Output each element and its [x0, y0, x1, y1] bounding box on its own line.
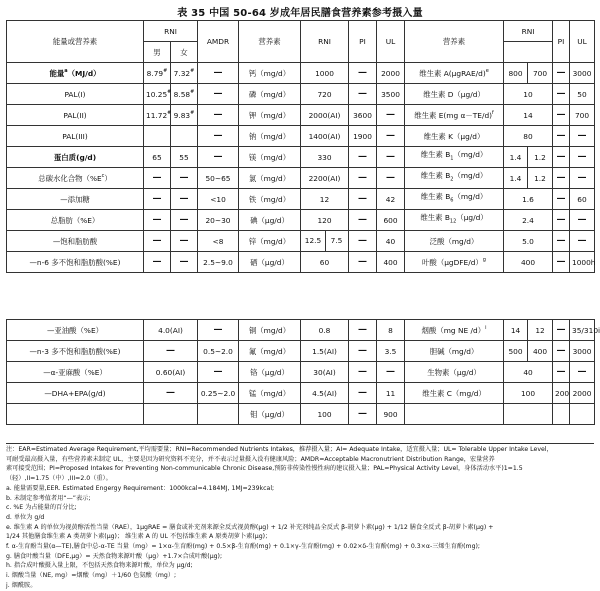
ai-value: — [144, 383, 198, 404]
vitamin-pi-value: — [553, 147, 570, 168]
rni-male-value: — [144, 252, 171, 273]
vitamin-ul-value [570, 404, 595, 425]
amdr-value: <8 [198, 231, 239, 252]
footnote-line: 可耐受最高摄入量，有些营养素未制定 UL，主要是因为研究资料不充分，并不表示过量摄入没有健康风险；AMDR=Acceptable Macronutrient Distribution Range，宏量营养 [6, 455, 495, 463]
mineral-label: 镁（mg/d） [239, 147, 301, 168]
fatty-acid-label: —n-3 多不饱和脂肪酸(%E) [7, 341, 144, 362]
vitamin-rni-male: 800 [504, 63, 528, 84]
vitamin-ul-value: 2000 [570, 383, 595, 404]
vitamin-pi-value: — [553, 63, 570, 84]
header-rni: RNI [504, 21, 553, 42]
header-rni: RNI [301, 21, 349, 63]
vitamin-pi-value: — [553, 362, 570, 383]
vitamin-rni-value: 5.0 [504, 231, 553, 252]
vitamin-rni-male: 1.4 [504, 147, 528, 168]
footnote-line: d. 单位为 g/d [6, 513, 45, 521]
rni-male-value: — [144, 210, 171, 231]
nutrient-energy-label: 总脂肪（%E） [7, 210, 144, 231]
amdr-value: 0.25~2.0 [198, 383, 239, 404]
mineral-pi-value: — [349, 231, 377, 252]
nutrient-energy-label: 总碳水化合物$(\%E^c)$ [7, 168, 144, 189]
mineral-label: 锌（mg/d） [239, 231, 301, 252]
amdr-value: — [198, 320, 239, 341]
vitamin-rni-value: 40 [504, 362, 553, 383]
footnote-line: j. 烟酰胺。 [6, 581, 37, 589]
amdr-value: 50~65 [198, 168, 239, 189]
mineral-rni-value: 1000 [301, 63, 349, 84]
vitamin-rni-value: 80 [504, 126, 553, 147]
mineral-rni-value: 720 [301, 84, 349, 105]
vitamin-label: 维生素 $B_1(mg/d)$ [405, 147, 504, 168]
mineral-rni-value: 30(AI) [301, 362, 349, 383]
vitamin-pi-value: — [553, 231, 570, 252]
vitamin-rni-value: 400 [504, 252, 553, 273]
vitamin-rni-value: 10 [504, 84, 553, 105]
mineral-rni-value: 120 [301, 210, 349, 231]
mineral-pi-value: — [349, 362, 377, 383]
table-row [7, 168, 595, 189]
mineral-rni-value: 4.5(AI) [301, 383, 349, 404]
table-row [7, 84, 595, 105]
footnote-line: b. 未制定参考值者用“—”表示; [6, 494, 91, 502]
mineral-pi-value: — [349, 383, 377, 404]
amdr-value: 20~30 [198, 210, 239, 231]
vitamin-label: 维生素 C（mg/d） [405, 383, 504, 404]
vitamin-rni-female: 12 [528, 320, 553, 341]
nutrient-energy-label: PAL(III) [7, 126, 144, 147]
nutrient-energy-label: 能量$^a$（MJ/d） [7, 63, 144, 84]
table-row [7, 362, 595, 383]
rni-male-value: — [144, 168, 171, 189]
mineral-label: 铁（mg/d） [239, 189, 301, 210]
mineral-label: 钼（μg/d） [239, 404, 301, 425]
rni-male-value [144, 126, 171, 147]
mineral-pi-value: — [349, 84, 377, 105]
rni-male-value: — [144, 189, 171, 210]
vitamin-ul-value: 3000 [570, 63, 595, 84]
mineral-rni-male: 12.5 [302, 231, 326, 251]
mineral-ul-value: — [377, 105, 405, 126]
ai-value: 0.60(AI) [144, 362, 198, 383]
vitamin-ul-value: 60 [570, 189, 595, 210]
rni-female-value: — [171, 210, 198, 231]
header-nutrient-energy: 能量或营养素 [7, 21, 144, 63]
vitamin-label: 维生素 $B_{12}(\mu g/d)$ [405, 210, 504, 231]
table-row [7, 231, 595, 252]
mineral-label: 铬（μg/d） [239, 362, 301, 383]
vitamin-label: 泛酸（mg/d） [405, 231, 504, 252]
rni-female-value [171, 126, 198, 147]
rni-female-value: — [171, 231, 198, 252]
footnote-line: c. %E 为占能量的百分比; [6, 504, 77, 512]
nutrient-energy-label: —n-6 多不饱和脂肪酸(%E) [7, 252, 144, 273]
nutrient-energy-label: PAL(II) [7, 105, 144, 126]
vitamin-pi-value: — [553, 320, 570, 341]
fatty-acid-label: —亚油酸（%E） [7, 320, 144, 341]
mineral-label: 钾（mg/d） [239, 105, 301, 126]
footnote-line: e. 维生素 A 的单位为视黄醇活性当量（RAE），1μgRAE = 膳食或补充剂来源全反式视黄醇(μg) + 1/2 补充剂纯品全反式 β-胡萝卜素(μg) + 1/12 膳食全反式 β-胡萝卜素(μg) + [6, 523, 494, 531]
header-ul: UL [570, 21, 595, 63]
header-pi: PI [349, 21, 377, 63]
footnote-line: h. 指合成叶酸摄入量上限，不包括天然食物来源叶酸，单位为 μg/d; [6, 562, 193, 570]
vitamin-ul-value: — [570, 147, 595, 168]
rni-female-value: — [171, 168, 198, 189]
table-row [7, 210, 595, 231]
amdr-value: — [198, 362, 239, 383]
amdr-value: <10 [198, 189, 239, 210]
mineral-label: 钙（mg/d） [239, 63, 301, 84]
ai-value: 4.0(AI) [144, 320, 198, 341]
mineral-ul-value: 11 [377, 383, 405, 404]
vitamin-rni-male: 14 [504, 320, 528, 341]
vitamin-label: 维生素 $B_6(mg/d)$ [405, 189, 504, 210]
vitamin-ul-value: 700 [570, 105, 595, 126]
mineral-ul-value: 3500 [377, 84, 405, 105]
rni-female-value: — [171, 189, 198, 210]
vitamin-pi-value: — [553, 168, 570, 189]
vitamin-rni-female: 1.2 [528, 147, 553, 168]
mineral-ul-value: 900 [377, 404, 405, 425]
vitamin-ul-value: — [570, 168, 595, 189]
vitamin-ul-value: 3000 [570, 341, 595, 362]
table-row [7, 189, 595, 210]
header-female: 女 [171, 42, 198, 63]
vitamin-label: 叶酸（μgDFE/d）$^g$ [405, 252, 504, 273]
table-title: 表 35 中国 50-64 岁成年居民膳食营养素参考摄入量 [177, 8, 423, 19]
vitamin-rni-male: 1.4 [504, 168, 528, 189]
vitamin-ul-value: — [570, 231, 595, 252]
vitamin-rni-value: 14 [504, 105, 553, 126]
mineral-label: 氟（mg/d） [239, 341, 301, 362]
vitamin-pi-value: — [553, 189, 570, 210]
fatty-acid-label [7, 404, 144, 425]
vitamin-label: 生物素（μg/d） [405, 362, 504, 383]
mineral-ul-value: — [377, 147, 405, 168]
mineral-pi-value: — [349, 320, 377, 341]
mineral-ul-value: 400 [377, 252, 405, 273]
nutrient-energy-label: —饱和脂肪酸 [7, 231, 144, 252]
vitamin-ul-value: — [570, 210, 595, 231]
mineral-ul-value: — [377, 126, 405, 147]
footnote-line: 素可接受范围；PI=Proposed Intakes for Preventing Non-communicable Chronic Disease,预防非传染性慢性病的建议摄入量；PAL=Physical Activity Level，身体活动水平)1=1.5 [6, 465, 523, 473]
mineral-label: 氯（mg/d） [239, 168, 301, 189]
mineral-pi-value: — [349, 252, 377, 273]
header-row [7, 21, 595, 42]
table-row [7, 252, 595, 273]
fatty-acid-label: —α-亚麻酸（%E） [7, 362, 144, 383]
footnote-line: f. α-生育酚当量(α—TE),膳食中总-α-TE 当量（mg）= 1×α-生育酚(mg) + 0.5×β-生育酚(mg) + 0.1×γ-生育酚(mg) + 0.02×δ-生育酚(mg) + 0.3×α-三烯生育酚(mg); [6, 543, 480, 551]
header-ul: UL [377, 21, 405, 63]
mineral-rni-value: 330 [301, 147, 349, 168]
footnote-line: i. 烟酸当量（NE, mg）=烟酸（mg）＋1/60 色氨酸（mg）; [6, 572, 177, 580]
header-nutrient: 营养素 [239, 21, 301, 63]
amdr-value: — [198, 147, 239, 168]
nutrient-energy-label: 蛋白质(g/d) [7, 147, 144, 168]
header-amdr: AMDR [198, 21, 239, 63]
mineral-pi-value: 1900 [349, 126, 377, 147]
vitamin-label: 维生素 E(mg α－TE/d)$^f$ [405, 105, 504, 126]
rni-male-value: 11.72# [144, 105, 171, 126]
mineral-ul-value: 8 [377, 320, 405, 341]
vitamin-ul-value: 1000h [570, 252, 595, 273]
nutrient-energy-label: —添加糖 [7, 189, 144, 210]
rni-male-value: 65 [144, 147, 171, 168]
mineral-rni-female: 7.5 [330, 236, 343, 245]
vitamin-pi-value [553, 404, 570, 425]
vitamin-pi-value: — [553, 105, 570, 126]
vitamin-rni-value: 2.4 [504, 210, 553, 231]
fatty-acid-label: —DHA+EPA(g/d) [7, 383, 144, 404]
amdr-value: 2.5~9.0 [198, 252, 239, 273]
nutrient-table-top [6, 20, 595, 273]
mineral-ul-value: 2000 [377, 63, 405, 84]
table-row [7, 147, 595, 168]
mineral-ul-value: — [377, 362, 405, 383]
table-row [7, 126, 595, 147]
amdr-value [198, 404, 239, 425]
vitamin-ul-value: — [570, 362, 595, 383]
mineral-rni-value: 2000(AI) [301, 105, 349, 126]
mineral-label: 钠（mg/d） [239, 126, 301, 147]
footnote-line: g. 膳食叶酸当量（DFE,μg）= 天然食物来源叶酸（μg）+1.7×合成叶酸(μg); [6, 552, 223, 560]
footnote-line: 1/24 其他膳食维生素 A 类胡萝卜素(μg)； 维生素 A 的 UL 不包括维生素 A 原类胡萝卜素(μg)； [6, 533, 272, 541]
table-row [7, 383, 595, 404]
rni-female-value: 9.83# [171, 105, 198, 126]
vitamin-pi-value: — [553, 252, 570, 273]
vitamin-rni-male: 500 [504, 341, 528, 362]
mineral-label: 铜（mg/d） [239, 320, 301, 341]
amdr-value: — [198, 84, 239, 105]
vitamin-label [405, 404, 504, 425]
mineral-rni-value: 100 [301, 404, 349, 425]
amdr-value: — [198, 63, 239, 84]
amdr-value: — [198, 105, 239, 126]
nutrient-table-bottom [6, 319, 600, 425]
table-row [7, 404, 595, 425]
vitamin-rni-female: 1.2 [528, 168, 553, 189]
mineral-pi-value: 3600 [349, 105, 377, 126]
rni-male-value: — [144, 231, 171, 252]
vitamin-ul-value: — [570, 126, 595, 147]
vitamin-label: 维生素 D（μg/d） [405, 84, 504, 105]
mineral-pi-value: — [349, 341, 377, 362]
mineral-pi-value: — [349, 210, 377, 231]
mineral-ul-value: — [377, 168, 405, 189]
vitamin-label: 维生素 $B_2(mg/d)$ [405, 168, 504, 189]
header-rni: RNI [144, 21, 198, 42]
nutrient-energy-label: PAL(I) [7, 84, 144, 105]
vitamin-pi-value: — [553, 84, 570, 105]
table-row [7, 105, 595, 126]
ai-value: — [144, 341, 198, 362]
mineral-rni-value [301, 231, 349, 252]
rni-female-value: 7.32# [171, 63, 198, 84]
mineral-pi-value: — [349, 404, 377, 425]
rni-female-value: — [171, 252, 198, 273]
table-row [7, 63, 595, 84]
vitamin-rni-female: 400 [528, 341, 553, 362]
header-nutrient: 营养素 [405, 21, 504, 63]
mineral-rni-value: 0.8 [301, 320, 349, 341]
footnotes [6, 443, 594, 591]
vitamin-rni-female: 700 [528, 63, 553, 84]
mineral-pi-value: — [349, 168, 377, 189]
mineral-pi-value: — [349, 63, 377, 84]
header-pi: PI [553, 21, 570, 63]
vitamin-rni-value: 100 [504, 383, 553, 404]
rni-female-value: 55 [171, 147, 198, 168]
mineral-ul-value: 42 [377, 189, 405, 210]
mineral-label: 锰（mg/d） [239, 383, 301, 404]
vitamin-label: 维生素 K（μg/d） [405, 126, 504, 147]
amdr-value: — [198, 126, 239, 147]
mineral-label: 硒（μg/d） [239, 252, 301, 273]
table-row [7, 341, 595, 362]
mineral-pi-value: — [349, 147, 377, 168]
amdr-value: 0.5~2.0 [198, 341, 239, 362]
mineral-rni-value: 1.5(AI) [301, 341, 349, 362]
mineral-label: 碘（μg/d） [239, 210, 301, 231]
rni-female-value: 8.58# [171, 84, 198, 105]
mineral-ul-value: 3.5 [377, 341, 405, 362]
mineral-ul-value: 40 [377, 231, 405, 252]
vitamin-rni-value: 1.6 [504, 189, 553, 210]
vitamin-pi-value: — [553, 341, 570, 362]
vitamin-label: 烟酸（mg NE /d）$^i$ [405, 320, 504, 341]
vitamin-rni-value [504, 404, 553, 425]
mineral-label: 磷（mg/d） [239, 84, 301, 105]
rni-male-value: 8.79# [144, 63, 171, 84]
vitamin-ul-value: 35/310i [570, 320, 595, 341]
header-male: 男 [144, 42, 171, 63]
vitamin-label: 维生素 A(μgRAE/d)$^e$ [405, 63, 504, 84]
footnote-line: 注：EAR=Estimated Average Requirement,平均需要量；RNI=Recommended Nutrients Intakes，推荐摄入量；AI= Adequate Intake，适宜摄入量；UL= Tolerable Upper Intake Level， [6, 446, 553, 453]
footnote-line: a. 能量需要量,EER. Estimated Engergy Requirement：1000kcal=4.184MJ, 1MJ=239kcal; [6, 484, 275, 492]
footnote-line: （轻）,II=1.75（中）,III=2.0（重）。 [6, 475, 112, 483]
vitamin-ul-value: 50 [570, 84, 595, 105]
mineral-pi-value: — [349, 189, 377, 210]
ai-value [144, 404, 198, 425]
mineral-rni-value: 12 [301, 189, 349, 210]
vitamin-pi-value: 200 [553, 383, 570, 404]
vitamin-label: 胆碱（mg/d） [405, 341, 504, 362]
mineral-rni-value: 2200(AI) [301, 168, 349, 189]
mineral-ul-value: 600 [377, 210, 405, 231]
mineral-rni-value: 60 [301, 252, 349, 273]
table-row [7, 320, 595, 341]
vitamin-pi-value: — [553, 210, 570, 231]
mineral-rni-value: 1400(AI) [301, 126, 349, 147]
vitamin-pi-value: — [553, 126, 570, 147]
rni-male-value: 10.25# [144, 84, 171, 105]
